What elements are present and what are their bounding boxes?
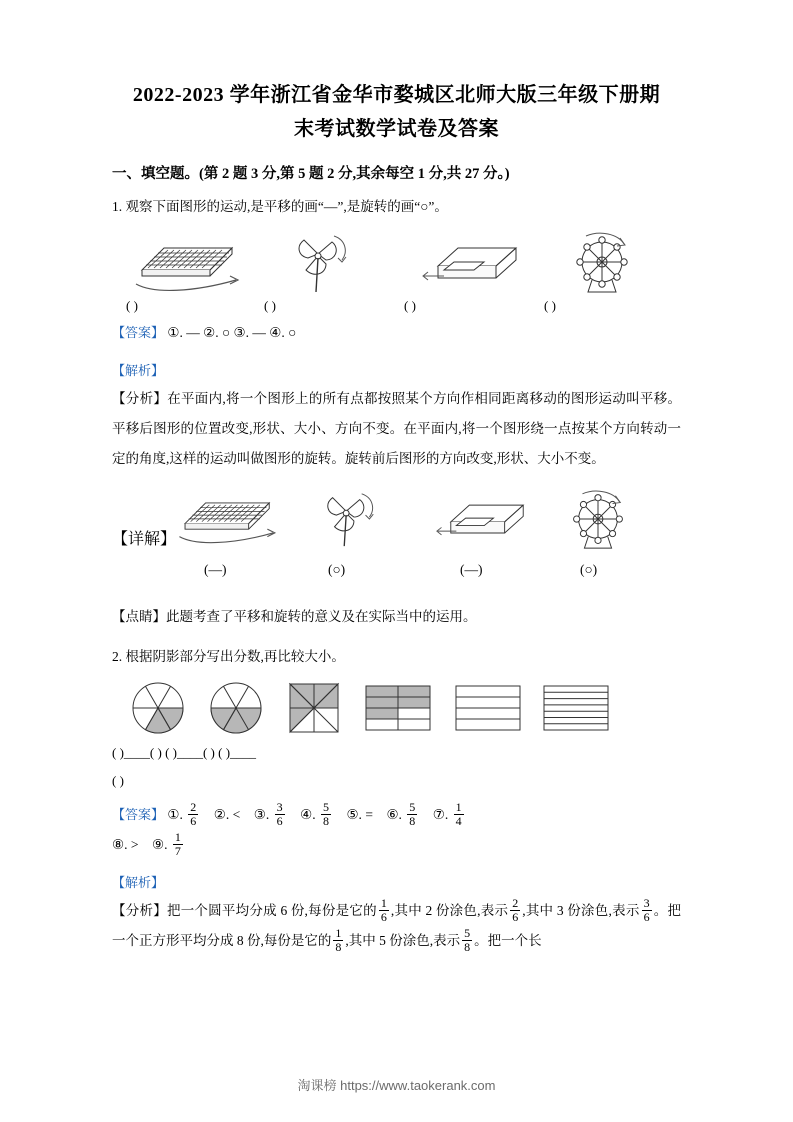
analysis-tag: 【解析】 [112, 875, 165, 890]
answer-blank[interactable]: ( ) [126, 298, 138, 313]
answer-item: ①. [167, 807, 183, 822]
question-2-analysis [112, 870, 681, 896]
fenxi-text: ,其中 2 份涂色,表示 [390, 903, 509, 918]
question-1-detail [112, 488, 681, 584]
answer-value: < [232, 807, 241, 822]
question-2-blank-row-2[interactable]: ( ) [112, 773, 124, 788]
dianjing-text: 此题考查了平移和旋转的意义及在实际当中的运用。 [166, 609, 477, 624]
dianjing-tag: 【点睛】 [112, 609, 166, 624]
answer-tag: 【答案】 [112, 807, 165, 822]
fenxi-text: 。把一个正方形平均分成 8 份,每份是它的 [112, 903, 682, 948]
detail-label: (○) [580, 562, 598, 577]
question-2-blank-row-1[interactable]: ( )____( ) ( )____( ) ( )____ [112, 745, 257, 760]
rect-fraction-figure-2 [542, 684, 610, 737]
answer-blank[interactable]: ( ) [544, 298, 556, 313]
answer-content: ①. — ②. ○ ③. — ④. ○ [167, 325, 297, 340]
drawer-icon [422, 236, 532, 297]
pinwheel-icon [284, 230, 362, 299]
answer-item: ⑦. [432, 807, 449, 822]
fraction: $\frac{5}{8}$ [464, 926, 471, 955]
fraction: $\frac{2}{6}$ [190, 800, 197, 829]
analysis-tag: 【解析】 [112, 363, 165, 378]
detail-tag: 【详解】 [112, 531, 177, 548]
answer-tag: 【答案】 [112, 325, 165, 340]
answer-value: = [365, 807, 373, 822]
fenxi-text: ,其中 5 份涂色,表示 [345, 933, 461, 948]
question-1-fenxi [112, 384, 681, 474]
answer-value: > [130, 837, 139, 852]
fraction: $\frac{1}{4}$ [455, 800, 462, 829]
keyboard-icon [134, 232, 244, 299]
answer-item: ②. [213, 807, 230, 822]
answer-item: ④. [300, 807, 316, 822]
fraction: $\frac{2}{6}$ [512, 896, 519, 925]
square-fraction-figure-1 [288, 682, 342, 739]
section-heading: 一、填空题。(第 2 题 3 分,第 5 题 2 分,其余每空 1 分,共 27 分。) [112, 166, 510, 182]
detail-label: (—) [460, 562, 483, 577]
ferris-wheel-icon [560, 488, 636, 557]
detail-label: (○) [328, 562, 346, 577]
answer-item: ⑤. [346, 807, 362, 822]
answer-blank[interactable]: ( ) [404, 298, 416, 313]
page-title-line2: 末考试数学试卷及答案 [294, 118, 499, 140]
circle-fraction-figure-2 [208, 680, 266, 741]
question-1-stem: 1. 观察下面图形的运动,是平移的画“—”,是旋转的画“○”。 [112, 199, 448, 214]
question-1-figures [112, 230, 681, 298]
fenxi-text: 把一个圆平均分成 6 份,每份是它的 [166, 903, 377, 918]
detail-label: (—) [204, 562, 227, 577]
question-2-stem: 2. 根据阴影部分写出分数,再比较大小。 [112, 649, 345, 664]
question-1-analysis [112, 358, 681, 384]
answer-item: ⑨. [151, 837, 168, 852]
fenxi-text: 表示 [611, 903, 640, 918]
fenxi-text: ,其中 3 份涂色, [522, 903, 612, 918]
pinwheel-icon [312, 488, 390, 555]
answer-item: ③. [253, 807, 270, 822]
answer-item: ⑧. [112, 837, 128, 852]
answer-blank[interactable]: ( ) [264, 298, 276, 313]
question-1-answer [112, 318, 681, 348]
page-footer: 淘课榜 https://www.taokerank.com [297, 1078, 496, 1093]
fraction: $\frac{5}{8}$ [322, 800, 329, 829]
answer-item: ⑥. [386, 807, 402, 822]
fraction: $\frac{5}{8}$ [409, 800, 416, 829]
page-title-line1: 2022-2023 学年浙江省金华市婺城区北师大版三年级下册期 [132, 84, 661, 106]
fraction: $\frac{1}{8}$ [335, 926, 342, 955]
fraction: $\frac{3}{6}$ [276, 800, 283, 829]
question-1-dianjing [112, 602, 681, 632]
fenxi-tag: 【分析】 [112, 903, 167, 918]
question-2-figures [112, 680, 681, 738]
fenxi-text: 。把一个长 [474, 933, 542, 948]
circle-fraction-figure-1 [130, 680, 188, 741]
square-fraction-figure-2 [364, 684, 432, 737]
question-1-blanks [112, 298, 681, 318]
fenxi-text: 在平面内,将一个图形上的所有点都按照某个方向作相同距离移动的图形运动叫平移。平移后图形的位置改变,形状、大小、方向不变。在平面内,将一个图形绕一点按某个方向转动一定的角度,这样的运动叫做图形的旋转。旋转前后图形的方向改变,形状、大小不变。 [112, 391, 682, 466]
fraction: $\frac{1}{6}$ [380, 896, 387, 925]
fenxi-tag: 【分析】 [112, 391, 168, 406]
page-title [112, 78, 681, 146]
rect-fraction-figure-1 [454, 684, 522, 737]
question-2-answer-cont [112, 830, 681, 860]
fraction: $\frac{1}{7}$ [174, 830, 181, 859]
drawer-icon [432, 494, 542, 551]
question-2-answer [112, 800, 681, 830]
keyboard-icon [174, 488, 284, 551]
question-2-fenxi [112, 896, 681, 956]
fraction: $\frac{3}{6}$ [643, 896, 650, 925]
ferris-wheel-icon [564, 230, 640, 301]
